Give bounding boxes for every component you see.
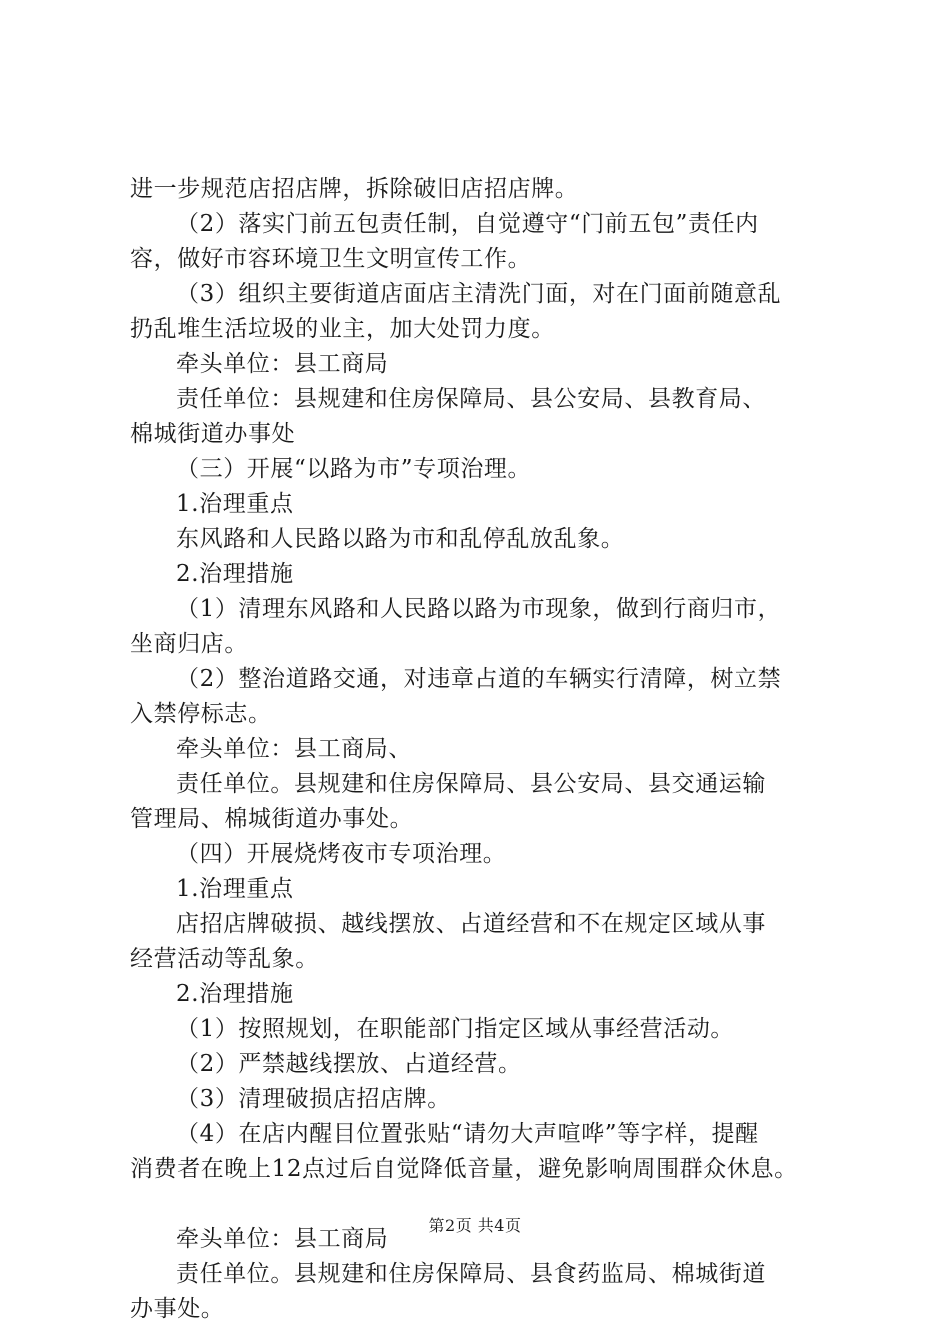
text-line: （3）清理破损店招店牌。: [176, 1086, 451, 1112]
text-line: 东风路和人民路以路为市和乱停乱放乱象。: [176, 526, 625, 552]
text-line: 牵头单位：县工商局: [176, 1226, 389, 1252]
document-body: [130, 172, 838, 1327]
subheading: 2.治理措施: [176, 561, 294, 587]
text-line: 管理局、棉城街道办事处。: [130, 806, 414, 832]
text-line: （2）整治道路交通，对违章占道的车辆实行清障，树立禁: [176, 666, 782, 692]
text-line: 责任单位：县规建和住房保障局、县公安局、县教育局、: [176, 386, 766, 412]
text-line: 牵头单位：县工商局、: [176, 736, 412, 762]
text-line: 办事处。: [130, 1296, 225, 1322]
text-line: 扔乱堆生活垃圾的业主，加大处罚力度。: [130, 316, 555, 342]
text-line: （2）落实门前五包责任制，自觉遵守“门前五包”责任内: [176, 211, 759, 237]
text-line: 牵头单位：县工商局: [176, 351, 389, 377]
text-line: （3）组织主要街道店面店主清洗门面，对在门面前随意乱: [176, 281, 782, 307]
text-line: 进一步规范店招店牌，拆除破旧店招店牌。: [130, 176, 579, 202]
section-heading: （四）开展烧烤夜市专项治理。: [176, 841, 507, 867]
text-line: （2）严禁越线摆放、占道经营。: [176, 1051, 522, 1077]
page-footer: 第2页 共4页: [428, 1216, 522, 1235]
text-line: 责任单位。县规建和住房保障局、县公安局、县交通运输: [176, 771, 766, 797]
text-line: （1）按照规划，在职能部门指定区域从事经营活动。: [176, 1016, 735, 1042]
text-line: 店招店牌破损、越线摆放、占道经营和不在规定区域从事: [176, 911, 766, 937]
subheading: 1.治理重点: [176, 876, 294, 902]
text-line: （1）清理东风路和人民路以路为市现象，做到行商归市，: [176, 596, 782, 622]
subheading: 2.治理措施: [176, 981, 294, 1007]
text-line: 棉城街道办事处: [130, 421, 296, 447]
text-line: （4）在店内醒目位置张贴“请勿大声喧哗”等字样，提醒: [176, 1121, 759, 1147]
text-line: 经营活动等乱象。: [130, 946, 319, 972]
text-line: 入禁停标志。: [130, 701, 272, 727]
text-line: 消费者在晚上12点过后自觉降低音量，避免影响周围群众休息。: [130, 1156, 798, 1182]
section-heading: （三）开展“以路为市”专项治理。: [176, 456, 532, 482]
subheading: 1.治理重点: [176, 491, 294, 517]
text-line: 容，做好市容环境卫生文明宣传工作。: [130, 246, 532, 272]
text-line: 坐商归店。: [130, 631, 248, 657]
text-line: 责任单位。县规建和住房保障局、县食药监局、棉城街道: [176, 1261, 766, 1287]
